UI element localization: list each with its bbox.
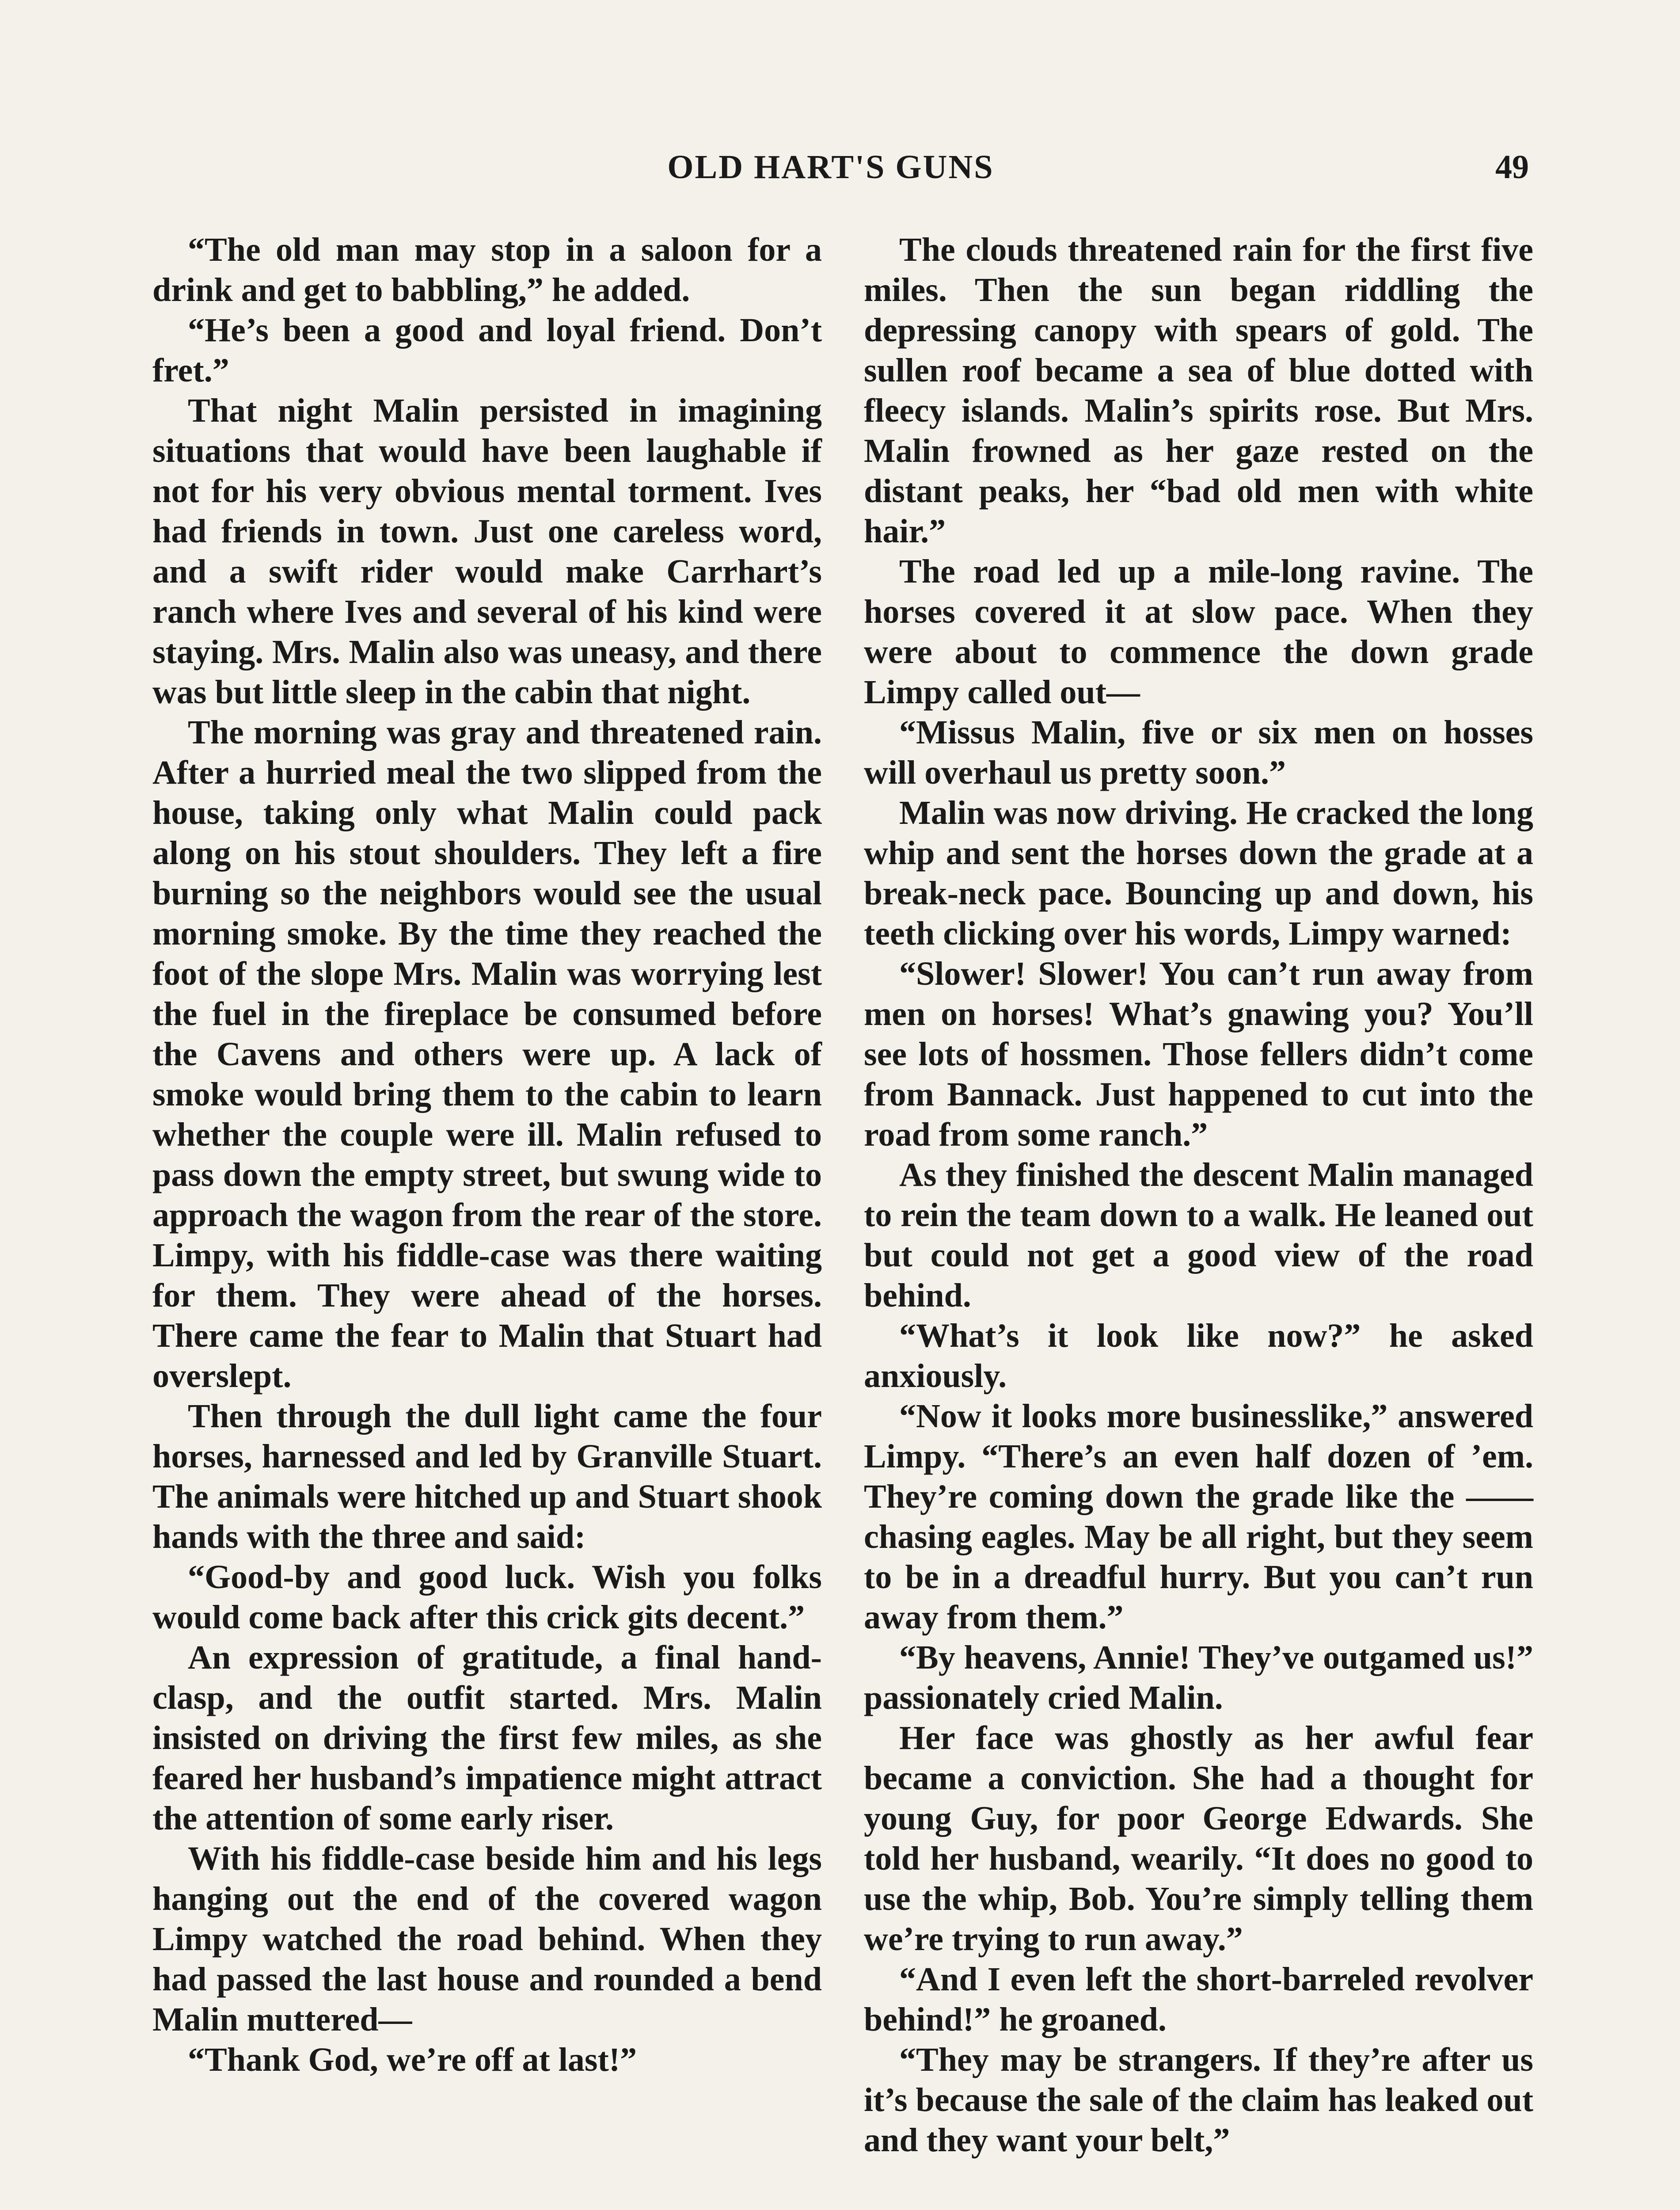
paragraph: “Missus Malin, five or six men on hosses will overhaul us pretty soon.”: [864, 714, 1533, 791]
paragraph: Malin was now driving. He cracked the long whip and sent the horses down the grade at a break-neck pace. Bouncing up and down, his teeth clicking over his words, Limpy warned:: [864, 794, 1533, 952]
paragraph: As they finished the descent Malin managed to rein the team down to a walk. He leaned out but could not get a good view of the road behind.: [864, 1156, 1533, 1314]
paragraph: That night Malin persisted in imagining situations that would have been laughable if not for his very obvious mental torment. Ives had friends in town. Just one careless word, and a swift rider would make Carrhart’s ranch where Ives and several of his kind were staying. Mrs. Malin also was uneasy, and there was but little sleep in the cabin that night.: [152, 392, 822, 711]
page-number: 49: [1495, 149, 1529, 186]
paragraph: “Slower! Slower! You can’t run away from men on horses! What’s gnawing you? You’ll see lots of hossmen. Those fellers didn’t come from Bannack. Just happened to cut into the road from some ranch.”: [864, 955, 1533, 1153]
paragraph: “He’s been a good and loyal friend. Don’t fret.”: [152, 312, 822, 389]
paragraph: “They may be strangers. If they’re after us it’s because the sale of the claim has leaked out and they want your belt,”: [864, 2041, 1533, 2159]
paragraph: “By heavens, Annie! They’ve outgamed us!” passionately cried Malin.: [864, 1639, 1533, 1716]
paragraph: “The old man may stop in a saloon for a drink and get to babbling,” he added.: [152, 231, 822, 309]
paragraph: “Good-by and good luck. Wish you folks would come back after this crick gits decent.”: [152, 1558, 822, 1636]
text-column-left: [152, 230, 822, 2080]
paragraph: “Thank God, we’re off at last!”: [188, 2041, 637, 2078]
paragraph: “What’s it look like now?” he asked anxiously.: [864, 1317, 1533, 1395]
page-header: [0, 148, 1680, 197]
paragraph: Her face was ghostly as her awful fear became a conviction. She had a thought for young Guy, for poor George Edwards. She told her husband, wearily. “It does no good to use the whip, Bob. You’re simply telling them we’re trying to run away.”: [864, 1719, 1533, 1958]
paragraph: “And I even left the short-barreled revolver behind!” he groaned.: [864, 1961, 1533, 2038]
paragraph: “Now it looks more businesslike,” answered Limpy. “There’s an even half dozen of ’em. They’re coming down the grade like the —— chasing eagles. May be all right, but they seem to be in a dreadful hurry. But you can’t run away from them.”: [864, 1398, 1533, 1636]
paragraph: The morning was gray and threatened rain. After a hurried meal the two slipped from the house, taking only what Malin could pack along on his stout shoulders. They left a fire burning so the neighbors would see the usual morning smoke. By the time they reached the foot of the slope Mrs. Malin was worrying lest the fuel in the fireplace be consumed before the Cavens and others were up. A lack of smoke would bring them to the cabin to learn whether the couple were ill. Malin refused to pass down the empty street, but swung wide to approach the wagon from the rear of the store. Limpy, with his fiddle-case was there waiting for them. They were ahead of the horses. There came the fear to Malin that Stuart had overslept.: [152, 714, 822, 1395]
paragraph: An expression of gratitude, a final hand-clasp, and the outfit started. Mrs. Malin insisted on driving the first few miles, as she feared her husband’s impatience might attract the attention of some early riser.: [152, 1639, 822, 1837]
paragraph: The road led up a mile-long ravine. The horses covered it at slow pace. When they were about to commence the down grade Limpy called out—: [864, 553, 1533, 711]
paragraph: Then through the dull light came the four horses, harnessed and led by Granville Stuart. The animals were hitched up and Stuart shook hands with the three and said:: [152, 1398, 822, 1555]
text-column-right: [864, 230, 1533, 2160]
paragraph: With his fiddle-case beside him and his legs hanging out the end of the covered wagon Limpy watched the road behind. When they had passed the last house and rounded a bend Malin muttered—: [152, 1840, 822, 2038]
paragraph: The clouds threatened rain for the first five miles. Then the sun began riddling the depressing canopy with spears of gold. The sullen roof became a sea of blue dotted with fleecy islands. Malin’s spirits rose. But Mrs. Malin frowned as her gaze rested on the distant peaks, her “bad old men with white hair.”: [864, 231, 1533, 550]
running-title: OLD HART'S GUNS: [667, 149, 994, 186]
